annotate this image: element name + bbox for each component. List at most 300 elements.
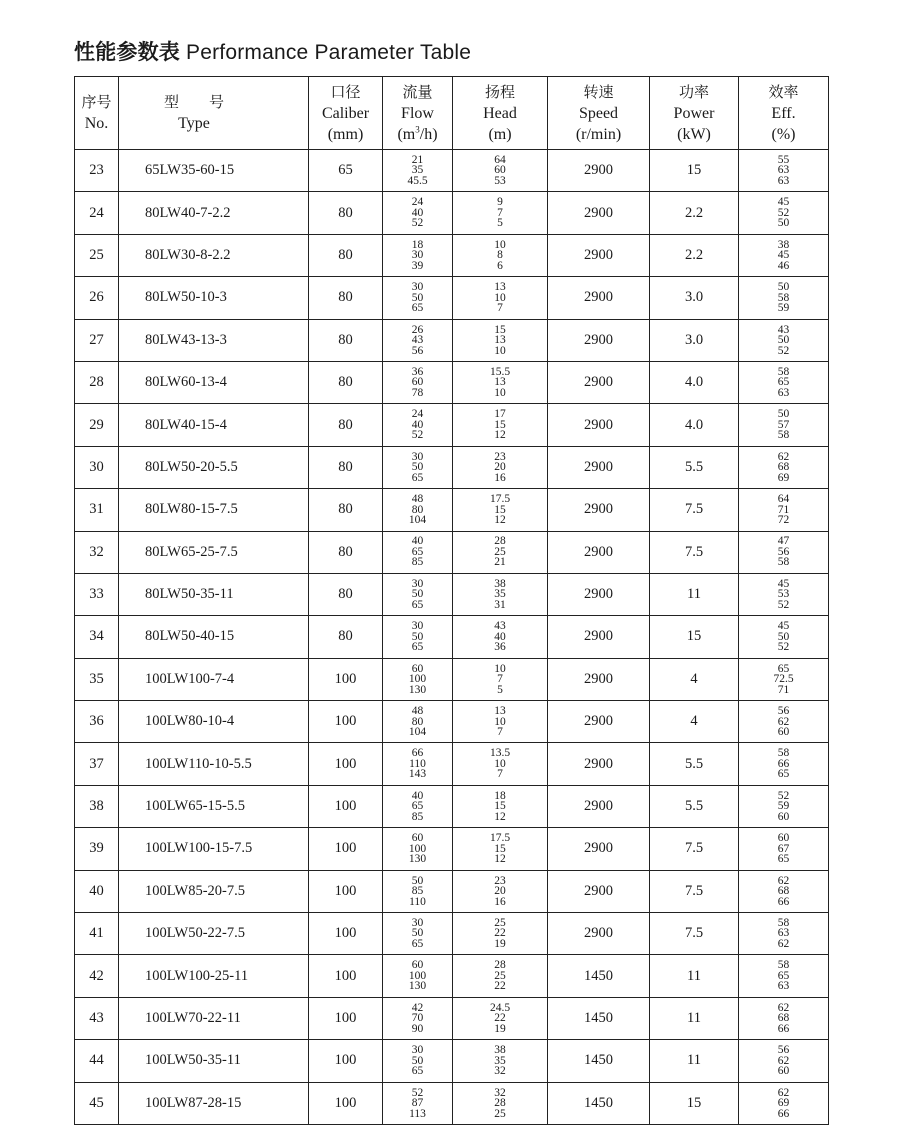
cell-power: 4.0 xyxy=(650,361,739,403)
table-header-row xyxy=(75,77,829,150)
cell-head-value: 20 xyxy=(494,885,506,898)
cell-head-value: 7 xyxy=(497,768,503,781)
cell-eff-value: 56 xyxy=(777,1044,790,1057)
cell-head-value: 16 xyxy=(494,895,506,908)
cell-power: 5.5 xyxy=(650,446,739,488)
table-row xyxy=(75,1082,829,1124)
cell-type: 100LW100-15-7.5 xyxy=(119,828,309,870)
cell-head-value: 10 xyxy=(494,662,506,675)
cell-eff-value: 66 xyxy=(777,1107,790,1120)
cell-type: 100LW65-15-5.5 xyxy=(119,785,309,827)
cell-caliber: 100 xyxy=(309,658,383,700)
cell-flow-value: 80 xyxy=(411,715,424,728)
cell-power: 11 xyxy=(650,573,739,615)
cell-type: 80LW40-15-4 xyxy=(119,404,309,446)
header-no-en: No. xyxy=(84,115,109,132)
page-title xyxy=(74,36,471,66)
cell-flow xyxy=(383,701,453,743)
table-row xyxy=(75,150,829,192)
cell-flow-value: 21 xyxy=(411,153,424,166)
cell-head-value: 10 xyxy=(494,291,506,304)
table-row xyxy=(75,446,829,488)
cell-flow-value: 87 xyxy=(411,1097,424,1110)
cell-eff-value: 63 xyxy=(777,164,790,177)
cell-no: 35 xyxy=(75,658,119,700)
cell-power: 7.5 xyxy=(650,489,739,531)
cell-flow-value: 26 xyxy=(411,323,424,336)
cell-head xyxy=(453,319,548,361)
cell-caliber: 100 xyxy=(309,701,383,743)
table-row xyxy=(75,616,829,658)
cell-head-value: 10 xyxy=(494,344,506,357)
cell-no: 31 xyxy=(75,489,119,531)
table-row xyxy=(75,913,829,955)
cell-eff-value: 58 xyxy=(777,747,790,760)
cell-flow xyxy=(383,955,453,997)
cell-flow-value: 52 xyxy=(411,1086,424,1099)
cell-eff-value: 63 xyxy=(777,927,790,940)
cell-flow-value: 85 xyxy=(411,556,424,569)
cell-flow-value: 60 xyxy=(411,662,424,675)
cell-speed: 2900 xyxy=(548,531,650,573)
cell-flow-value: 30 xyxy=(411,916,424,929)
cell-eff-value: 62 xyxy=(777,1054,790,1067)
cell-type: 100LW110-10-5.5 xyxy=(119,743,309,785)
cell-power: 3.0 xyxy=(650,277,739,319)
cell-power: 4 xyxy=(650,658,739,700)
cell-flow-value: 24 xyxy=(411,196,424,209)
cell-no: 27 xyxy=(75,319,119,361)
cell-flow-value: 100 xyxy=(408,673,427,686)
cell-caliber: 65 xyxy=(309,150,383,192)
cell-head-value: 9 xyxy=(497,196,503,209)
cell-flow-value: 50 xyxy=(411,927,424,940)
cell-head xyxy=(453,361,548,403)
cell-no: 44 xyxy=(75,1040,119,1082)
cell-eff-value: 63 xyxy=(777,980,790,993)
cell-caliber: 80 xyxy=(309,573,383,615)
cell-eff-value: 62 xyxy=(777,874,790,887)
cell-eff-value: 43 xyxy=(777,323,790,336)
cell-eff-value: 38 xyxy=(777,238,790,251)
cell-eff-value: 66 xyxy=(777,757,790,770)
cell-eff-value: 45 xyxy=(777,196,790,209)
cell-power: 4.0 xyxy=(650,404,739,446)
cell-type: 80LW50-40-15 xyxy=(119,616,309,658)
cell-type: 80LW43-13-3 xyxy=(119,319,309,361)
header-caliber-unit: (mm) xyxy=(327,125,364,143)
cell-eff xyxy=(739,531,829,573)
cell-head-value: 13 xyxy=(494,334,506,346)
cell-eff xyxy=(739,404,829,446)
cell-eff-value: 52 xyxy=(777,789,790,802)
cell-flow-value: 50 xyxy=(411,1054,424,1067)
cell-power: 15 xyxy=(650,150,739,192)
cell-head xyxy=(453,658,548,700)
cell-flow xyxy=(383,870,453,912)
cell-head xyxy=(453,489,548,531)
cell-head-value: 53 xyxy=(494,174,506,187)
cell-type: 100LW100-7-4 xyxy=(119,658,309,700)
cell-eff-value: 68 xyxy=(777,1012,790,1025)
cell-eff-value: 58 xyxy=(777,291,790,304)
cell-head-value: 17 xyxy=(494,408,506,421)
header-eff-en: Eff. xyxy=(771,104,796,122)
table-row xyxy=(75,404,829,446)
cell-flow-value: 65 xyxy=(411,598,424,611)
cell-caliber: 100 xyxy=(309,743,383,785)
cell-flow-value: 40 xyxy=(411,418,424,431)
cell-flow xyxy=(383,361,453,403)
cell-eff-value: 47 xyxy=(777,535,790,548)
cell-eff xyxy=(739,319,829,361)
cell-head-value: 15 xyxy=(494,503,506,516)
cell-no: 25 xyxy=(75,234,119,276)
cell-type: 80LW40-7-2.2 xyxy=(119,192,309,234)
cell-flow xyxy=(383,150,453,192)
cell-speed: 2900 xyxy=(548,785,650,827)
cell-flow-value: 52 xyxy=(411,217,424,230)
cell-head-value: 10 xyxy=(494,715,506,728)
cell-flow-value: 39 xyxy=(411,259,424,272)
cell-flow-value: 65 xyxy=(411,545,424,558)
cell-flow xyxy=(383,573,453,615)
header-type-en: Type xyxy=(178,115,210,132)
cell-caliber: 80 xyxy=(309,234,383,276)
cell-flow-value: 78 xyxy=(411,386,424,399)
cell-head xyxy=(453,997,548,1039)
cell-head-value: 16 xyxy=(494,471,506,484)
cell-flow xyxy=(383,192,453,234)
cell-flow-value: 52 xyxy=(411,429,424,442)
header-type xyxy=(119,77,309,150)
cell-caliber: 80 xyxy=(309,192,383,234)
cell-no: 36 xyxy=(75,701,119,743)
cell-head xyxy=(453,870,548,912)
cell-eff-value: 62 xyxy=(777,937,790,950)
cell-speed: 1450 xyxy=(548,1040,650,1082)
cell-eff-value: 72 xyxy=(777,514,790,527)
cell-eff-value: 58 xyxy=(777,959,790,972)
cell-flow-value: 18 xyxy=(411,238,424,251)
cell-eff-value: 60 xyxy=(777,810,790,823)
cell-flow xyxy=(383,658,453,700)
cell-caliber: 80 xyxy=(309,361,383,403)
cell-power: 7.5 xyxy=(650,913,739,955)
cell-speed: 1450 xyxy=(548,1082,650,1124)
header-head-unit: (m) xyxy=(488,125,512,143)
cell-speed: 1450 xyxy=(548,997,650,1039)
cell-flow-value: 30 xyxy=(411,620,424,633)
cell-eff-value: 56 xyxy=(777,705,790,718)
cell-head-value: 22 xyxy=(494,1012,506,1025)
header-caliber-zh: 口径 xyxy=(330,82,361,101)
cell-flow-value: 50 xyxy=(411,461,424,474)
cell-flow-value: 60 xyxy=(411,959,424,972)
cell-head-value: 23 xyxy=(494,874,506,887)
cell-head-value: 10 xyxy=(494,238,506,251)
cell-eff-value: 59 xyxy=(777,302,790,315)
cell-eff-value: 67 xyxy=(777,842,790,855)
cell-type: 100LW87-28-15 xyxy=(119,1082,309,1124)
cell-eff-value: 65 xyxy=(777,969,790,982)
cell-no: 45 xyxy=(75,1082,119,1124)
cell-speed: 2900 xyxy=(548,446,650,488)
cell-head-value: 13.5 xyxy=(489,747,511,760)
cell-no: 38 xyxy=(75,785,119,827)
cell-flow xyxy=(383,785,453,827)
cell-eff xyxy=(739,192,829,234)
cell-head-value: 13 xyxy=(494,705,506,718)
cell-eff-value: 65 xyxy=(777,768,790,781)
cell-flow-value: 48 xyxy=(411,493,424,506)
header-head-en: Head xyxy=(483,104,517,122)
cell-flow-value: 36 xyxy=(411,365,424,378)
cell-no: 30 xyxy=(75,446,119,488)
cell-speed: 2900 xyxy=(548,573,650,615)
cell-flow-value: 65 xyxy=(411,937,424,950)
cell-head-value: 12 xyxy=(494,429,506,442)
cell-eff-value: 63 xyxy=(777,386,790,399)
cell-eff-value: 60 xyxy=(777,726,790,739)
header-flow-unit-post: /h) xyxy=(419,125,438,143)
table-row xyxy=(75,701,829,743)
cell-eff-value: 45 xyxy=(777,249,790,262)
cell-eff-value: 52 xyxy=(777,641,790,654)
cell-eff-value: 50 xyxy=(777,217,790,230)
cell-head xyxy=(453,955,548,997)
cell-eff xyxy=(739,955,829,997)
cell-flow-value: 90 xyxy=(411,1022,424,1035)
cell-eff-value: 50 xyxy=(777,408,790,421)
cell-no: 42 xyxy=(75,955,119,997)
cell-head-value: 15 xyxy=(494,842,506,855)
cell-eff-value: 57 xyxy=(777,418,790,431)
cell-speed: 2900 xyxy=(548,616,650,658)
cell-eff-value: 50 xyxy=(777,630,790,643)
cell-head-value: 35 xyxy=(494,1054,506,1067)
cell-eff xyxy=(739,743,829,785)
cell-speed: 2900 xyxy=(548,828,650,870)
table-row xyxy=(75,573,829,615)
table-row xyxy=(75,997,829,1039)
cell-head-value: 38 xyxy=(494,577,506,590)
cell-eff-value: 71 xyxy=(777,683,790,696)
cell-power: 7.5 xyxy=(650,828,739,870)
cell-flow-value: 70 xyxy=(411,1012,424,1025)
cell-flow-value: 40 xyxy=(411,535,424,548)
cell-flow-value: 30 xyxy=(411,1044,424,1057)
cell-head-value: 17.5 xyxy=(489,493,511,506)
cell-flow-value: 48 xyxy=(411,705,424,718)
header-flow xyxy=(383,77,453,150)
cell-no: 41 xyxy=(75,913,119,955)
cell-flow xyxy=(383,1040,453,1082)
cell-flow-value: 130 xyxy=(408,980,427,993)
cell-eff-value: 55 xyxy=(777,153,790,166)
cell-head-value: 8 xyxy=(497,249,503,262)
cell-flow-value: 43 xyxy=(411,334,424,346)
cell-head-value: 13 xyxy=(494,281,506,294)
cell-speed: 2900 xyxy=(548,150,650,192)
cell-eff xyxy=(739,785,829,827)
cell-head-value: 25 xyxy=(494,545,506,558)
cell-head-value: 28 xyxy=(494,535,506,548)
cell-no: 33 xyxy=(75,573,119,615)
cell-no: 26 xyxy=(75,277,119,319)
header-head-zh: 扬程 xyxy=(484,82,515,101)
cell-eff-value: 58 xyxy=(777,429,790,442)
cell-eff-value: 72.5 xyxy=(773,673,794,686)
cell-eff-value: 63 xyxy=(777,174,790,187)
cell-head xyxy=(453,192,548,234)
cell-flow xyxy=(383,1082,453,1124)
cell-head xyxy=(453,785,548,827)
cell-power: 2.2 xyxy=(650,234,739,276)
header-eff xyxy=(739,77,829,150)
cell-type: 80LW65-25-7.5 xyxy=(119,531,309,573)
header-power-en: Power xyxy=(673,104,715,122)
cell-head-value: 32 xyxy=(494,1065,506,1078)
cell-eff xyxy=(739,1082,829,1124)
cell-flow-value: 45.5 xyxy=(407,174,428,187)
cell-flow-value: 65 xyxy=(411,471,424,484)
cell-head-value: 22 xyxy=(494,927,506,940)
header-type-zh: 型 号 xyxy=(163,93,224,111)
cell-eff xyxy=(739,870,829,912)
cell-caliber: 80 xyxy=(309,489,383,531)
cell-eff-value: 52 xyxy=(777,344,790,357)
cell-head-value: 40 xyxy=(494,630,506,643)
table-row xyxy=(75,870,829,912)
cell-eff xyxy=(739,573,829,615)
cell-type: 80LW60-13-4 xyxy=(119,361,309,403)
cell-type: 80LW50-10-3 xyxy=(119,277,309,319)
cell-no: 23 xyxy=(75,150,119,192)
cell-head-value: 15 xyxy=(494,800,506,813)
cell-type: 100LW100-25-11 xyxy=(119,955,309,997)
cell-flow-value: 56 xyxy=(411,344,424,357)
cell-flow xyxy=(383,319,453,361)
header-power-zh: 功率 xyxy=(678,82,709,101)
page-title-zh: 性能参数表 xyxy=(74,40,180,64)
cell-head xyxy=(453,1040,548,1082)
cell-flow-value: 85 xyxy=(411,810,424,823)
cell-eff-value: 65 xyxy=(777,376,790,389)
cell-head-value: 15 xyxy=(494,323,506,336)
cell-head xyxy=(453,531,548,573)
table-row xyxy=(75,234,829,276)
cell-power: 15 xyxy=(650,1082,739,1124)
cell-no: 28 xyxy=(75,361,119,403)
cell-speed: 2900 xyxy=(548,701,650,743)
table-row xyxy=(75,658,829,700)
cell-type: 100LW85-20-7.5 xyxy=(119,870,309,912)
cell-head-value: 31 xyxy=(494,598,506,611)
cell-head-value: 60 xyxy=(494,164,506,177)
table-row xyxy=(75,743,829,785)
cell-flow xyxy=(383,277,453,319)
cell-eff-value: 65 xyxy=(777,853,790,866)
cell-head xyxy=(453,150,548,192)
page-title-en: Performance Parameter Table xyxy=(186,41,472,64)
cell-eff-value: 68 xyxy=(777,461,790,474)
cell-flow-value: 40 xyxy=(411,206,424,219)
cell-power: 15 xyxy=(650,616,739,658)
cell-flow-value: 30 xyxy=(411,450,424,463)
cell-head xyxy=(453,828,548,870)
cell-head-value: 6 xyxy=(497,259,503,272)
cell-head-value: 7 xyxy=(497,302,503,315)
cell-flow-value: 50 xyxy=(411,874,424,887)
cell-flow-value: 110 xyxy=(409,895,426,908)
cell-head-value: 64 xyxy=(494,153,506,166)
cell-head-value: 25 xyxy=(494,1107,506,1120)
table-row xyxy=(75,319,829,361)
cell-eff-value: 59 xyxy=(777,800,790,813)
performance-table xyxy=(74,76,829,1125)
cell-speed: 2900 xyxy=(548,743,650,785)
cell-type: 100LW50-35-11 xyxy=(119,1040,309,1082)
cell-eff-value: 69 xyxy=(777,471,790,484)
cell-flow-value: 40 xyxy=(411,789,424,802)
cell-caliber: 100 xyxy=(309,1040,383,1082)
header-flow-unit-sup: 3 xyxy=(415,124,420,135)
cell-flow-value: 65 xyxy=(411,302,424,315)
cell-flow xyxy=(383,531,453,573)
cell-head xyxy=(453,616,548,658)
cell-flow-value: 30 xyxy=(411,577,424,590)
header-head xyxy=(453,77,548,150)
cell-eff-value: 50 xyxy=(777,281,790,294)
cell-eff xyxy=(739,658,829,700)
cell-power: 7.5 xyxy=(650,531,739,573)
cell-power: 11 xyxy=(650,997,739,1039)
cell-eff xyxy=(739,361,829,403)
table-row xyxy=(75,955,829,997)
cell-caliber: 100 xyxy=(309,785,383,827)
header-no xyxy=(75,77,119,150)
cell-no: 37 xyxy=(75,743,119,785)
cell-eff-value: 62 xyxy=(777,1086,790,1099)
cell-flow xyxy=(383,234,453,276)
cell-flow-value: 100 xyxy=(408,969,427,982)
header-eff-unit: (%) xyxy=(771,125,796,143)
cell-head-value: 32 xyxy=(494,1086,506,1099)
cell-power: 11 xyxy=(650,1040,739,1082)
cell-flow-value: 130 xyxy=(408,853,427,866)
header-flow-unit-pre: (m xyxy=(397,125,416,143)
cell-eff-value: 64 xyxy=(777,493,790,506)
header-speed-zh: 转速 xyxy=(583,82,614,101)
cell-power: 4 xyxy=(650,701,739,743)
cell-flow-value: 66 xyxy=(411,747,424,760)
cell-head xyxy=(453,277,548,319)
cell-head-value: 43 xyxy=(494,620,506,633)
cell-flow-value: 85 xyxy=(411,885,424,898)
cell-eff xyxy=(739,616,829,658)
cell-speed: 2900 xyxy=(548,658,650,700)
cell-type: 80LW50-20-5.5 xyxy=(119,446,309,488)
cell-head-value: 7 xyxy=(497,726,503,739)
cell-eff-value: 68 xyxy=(777,885,790,898)
cell-eff-value: 65 xyxy=(777,662,790,675)
cell-caliber: 100 xyxy=(309,913,383,955)
cell-flow-value: 104 xyxy=(408,726,427,739)
cell-caliber: 80 xyxy=(309,404,383,446)
header-caliber-en: Caliber xyxy=(321,104,370,122)
cell-flow-value: 60 xyxy=(411,832,424,845)
